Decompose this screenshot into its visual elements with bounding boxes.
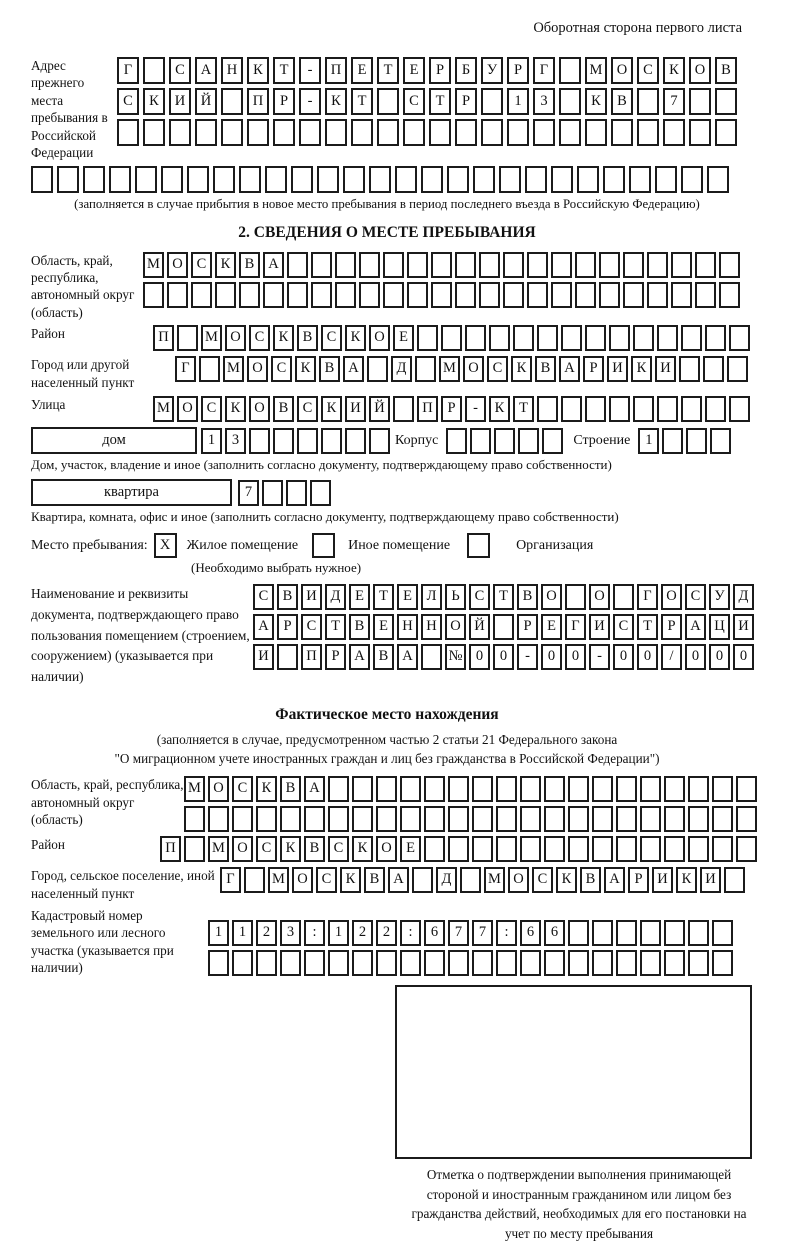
fact-region-rows xyxy=(184,776,760,832)
city-row[interactable]: Г М О С К В А Д М О С К В А Р И К И xyxy=(175,356,751,382)
stay-checkbox-zhiloe[interactable]: X xyxy=(154,533,177,558)
stay-checkbox-org[interactable] xyxy=(467,533,490,558)
region-row-block xyxy=(31,252,800,322)
street-row[interactable]: М О С К О В С К И Й П Р - К Т xyxy=(153,396,753,422)
fact-title: Фактическое место нахождения xyxy=(275,705,499,723)
apartment-cells[interactable]: 7 xyxy=(238,480,334,506)
korpus-cells[interactable] xyxy=(446,428,566,454)
apartment-row-block xyxy=(31,479,800,506)
apartment-caption: Квартира, комната, офис и иное (заполнить согласно документу, подтверждающему право собственности) xyxy=(31,509,619,525)
header-note: Оборотная сторона первого листа xyxy=(533,20,742,36)
prev-address-row-3[interactable] xyxy=(117,119,741,146)
cadastral-row-2[interactable] xyxy=(208,950,736,976)
fact-district-block xyxy=(31,836,800,862)
korpus-label: Корпус xyxy=(395,433,439,449)
fact-region-row-1[interactable]: М О С К В А xyxy=(184,776,760,802)
house-row-block xyxy=(31,427,800,454)
fact-city-block xyxy=(31,867,800,902)
cadastral-block xyxy=(31,907,800,977)
stay-type-label: Место пребывания: xyxy=(31,537,148,553)
document-row-3[interactable]: И П Р А В А № 0 0 - 0 0 - 0 0 / 0 0 0 xyxy=(253,644,757,670)
stroenie-cells[interactable]: 1 xyxy=(638,428,734,454)
house-caption: Дом, участок, владение и иное (заполнить согласно документу, подтверждающему право собственности) xyxy=(31,457,612,473)
apartment-box: квартира xyxy=(31,479,232,506)
district-label: Район xyxy=(31,326,65,342)
fact-region-label: Область, край, республика, автономный округ (область) xyxy=(31,777,184,828)
prev-address-row-2[interactable]: С К И Й П Р - К Т С Т Р 1 3 К В 7 xyxy=(117,88,741,115)
district-row-block xyxy=(31,325,800,351)
stay-type-note: (Необходимо выбрать нужное) xyxy=(191,560,362,576)
fact-region-row-2[interactable] xyxy=(184,806,760,832)
fact-note-1: (заполняется в случае, предусмотренном частью 2 статьи 21 Федерального закона xyxy=(156,731,618,747)
fact-district-row[interactable]: П М О С К В С К О Е xyxy=(160,836,760,862)
cadastral-label: Кадастровый номер земельного или лесного участка (указывается при наличии) xyxy=(31,908,174,976)
fact-note-2: "О миграционном учете иностранных граждан и лиц без гражданства в Российской Федерации") xyxy=(114,751,660,767)
stay-type-row xyxy=(31,533,800,558)
document-row-2[interactable]: А Р С Т В Е Н Н О Й Р Е Г И С Т Р А Ц И xyxy=(253,614,757,640)
stamp-box xyxy=(395,985,752,1159)
fact-city-row[interactable]: Г М О С К В А Д М О С К В А Р И К И xyxy=(220,867,748,893)
prev-address-label: Адрес прежнего места пребывания в Российской Федерации xyxy=(31,58,108,161)
stay-option-zhiloe-label: Жилое помещение xyxy=(186,537,299,553)
city-row-block xyxy=(31,356,800,391)
city-label: Город или другой населенный пункт xyxy=(31,357,135,390)
stay-option-inoe-label: Иное помещение xyxy=(348,537,451,553)
region-label: Область, край, республика, автономный округ (область) xyxy=(31,252,135,320)
document-row-1[interactable]: С В И Д Е Т Е Л Ь С Т В О О Г О С У Д xyxy=(253,584,757,610)
prev-address-rows xyxy=(117,57,741,146)
prev-address-row-4[interactable] xyxy=(31,166,800,193)
prev-address-block xyxy=(31,57,800,162)
cadastral-row-1[interactable]: 1 1 2 3 : 1 2 2 : 6 7 7 : 6 6 xyxy=(208,920,736,946)
street-row-block xyxy=(31,396,800,422)
cadastral-rows xyxy=(208,920,736,976)
document-rows xyxy=(253,584,757,670)
region-rows xyxy=(143,252,743,308)
street-label: Улица xyxy=(31,397,66,413)
stay-option-org-label: Организация xyxy=(516,537,594,553)
fact-district-label: Район xyxy=(31,837,65,853)
prev-address-row-1[interactable]: Г С А Н К Т - П Е Т Е Р Б У Р Г М О С К О В xyxy=(117,57,741,84)
region-row-2[interactable] xyxy=(143,282,743,308)
document-block xyxy=(31,584,800,688)
section2-title: 2. СВЕДЕНИЯ О МЕСТЕ ПРЕБЫВАНИЯ xyxy=(238,223,536,241)
house-box: дом xyxy=(31,427,197,454)
stroenie-label: Строение xyxy=(573,433,631,449)
stay-checkbox-inoe[interactable] xyxy=(312,533,335,558)
district-row[interactable]: П М О С К В С К О Е xyxy=(153,325,753,351)
fact-region-block xyxy=(31,776,800,832)
document-label: Наименование и реквизиты документа, подтверждающего право пользования помещением (строением, сооружением) (указывается при наличии) xyxy=(31,586,250,685)
stamp-caption: Отметка о подтверждении выполнения принимающей стороной и иностранным гражданином или лицом без гражданства действий, необходимых для его постановки на учет по месту пребывания xyxy=(411,1166,747,1242)
fact-city-label: Город, сельское поселение, иной населенный пункт xyxy=(31,868,215,901)
region-row-1[interactable]: М О С К В А xyxy=(143,252,743,278)
house-cells[interactable]: 1 3 xyxy=(201,428,393,454)
prev-address-note: (заполняется в случае прибытия в новое место пребывания в период последнего въезда в Российскую Федерацию) xyxy=(74,196,700,211)
